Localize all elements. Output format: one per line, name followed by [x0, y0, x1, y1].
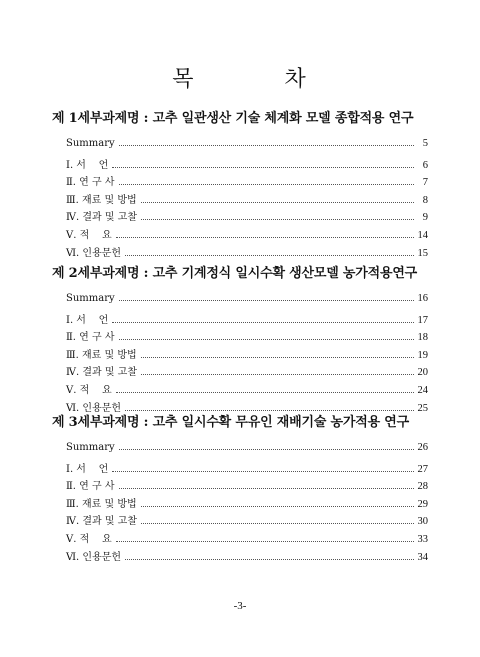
toc-entry[interactable] [66, 512, 428, 530]
toc-entry-page: 5 [422, 138, 428, 149]
toc-entry[interactable] [66, 530, 428, 548]
toc-entry-page: 20 [417, 367, 428, 379]
toc-section-3 [52, 414, 430, 565]
toc-entry-page: 15 [417, 247, 428, 259]
toc-entry-label: Ⅱ. 연 구 사 [66, 332, 115, 344]
toc-entry-page: 9 [422, 212, 428, 224]
toc-entry-page: 25 [417, 402, 428, 414]
toc-entry[interactable] [66, 244, 428, 262]
toc-entry-page: 27 [417, 463, 428, 475]
dot-leader [141, 356, 414, 358]
dot-leader [116, 540, 414, 542]
toc-entry-label: Ⅳ. 결과 및 고찰 [66, 212, 138, 224]
toc-entry-label: Ⅲ. 재료 및 방법 [66, 349, 137, 361]
toc-entry[interactable] [66, 381, 428, 399]
section-heading: 제 3세부과제명 : 고추 일시수확 무유인 재배기술 농가적용 연구 [52, 415, 410, 430]
dot-leader [119, 448, 414, 450]
toc-entry-label: Ⅱ. 연 구 사 [66, 177, 115, 189]
toc-entry[interactable] [66, 173, 428, 191]
toc-entry-label: Ⅲ. 재료 및 방법 [66, 498, 137, 510]
toc-entry-label: Ⅵ. 인용문헌 [66, 551, 122, 563]
toc-entry-label: Ⅵ. 인용문헌 [66, 402, 122, 414]
toc-entry-label: Ⅰ. 서 언 [66, 463, 109, 475]
toc-entry[interactable] [66, 363, 428, 381]
dot-leader [119, 299, 414, 301]
toc-entry-label: Ⅴ. 적 요 [66, 229, 112, 241]
toc-entry-label: Ⅴ. 적 요 [66, 533, 112, 545]
dot-leader [125, 409, 414, 411]
toc-entry-page: 24 [417, 384, 428, 396]
toc-entry[interactable] [66, 477, 428, 495]
toc-entry[interactable] [66, 311, 428, 329]
toc-entry[interactable] [66, 191, 428, 209]
toc-entry-label: Ⅰ. 서 언 [66, 159, 109, 171]
toc-entry-page: 7 [422, 177, 428, 189]
toc-entry-page: 33 [417, 533, 428, 545]
toc-list [66, 293, 428, 416]
toc-entry[interactable] [66, 442, 428, 460]
dot-leader [112, 321, 414, 323]
toc-entry[interactable] [66, 328, 428, 346]
toc-entry-label: Summary [66, 293, 115, 304]
toc-entry[interactable] [66, 226, 428, 244]
toc-entry-page: 16 [417, 293, 428, 304]
dot-leader [125, 254, 414, 256]
dot-leader [125, 558, 414, 560]
toc-entry-label: Ⅰ. 서 언 [66, 314, 109, 326]
toc-entry-page: 28 [417, 481, 428, 493]
dot-leader [116, 236, 414, 238]
toc-list [66, 442, 428, 565]
dot-leader [119, 183, 415, 185]
toc-entry-label: Ⅳ. 결과 및 고찰 [66, 367, 138, 379]
toc-entry[interactable] [66, 208, 428, 226]
toc-entry-label: Ⅱ. 연 구 사 [66, 481, 115, 493]
page-number: -3- [233, 600, 247, 612]
toc-entry-page: 34 [417, 551, 428, 563]
toc-entry-page: 17 [417, 314, 428, 326]
toc-entry[interactable] [66, 346, 428, 364]
toc-entry-page: 30 [417, 516, 428, 528]
dot-leader [112, 166, 414, 168]
toc-entry[interactable] [66, 495, 428, 513]
dot-leader [141, 201, 414, 203]
toc-entry-label: Ⅳ. 결과 및 고찰 [66, 516, 138, 528]
toc-entry-page: 19 [417, 349, 428, 361]
dot-leader [141, 522, 414, 524]
dot-leader [141, 373, 414, 375]
toc-entry[interactable] [66, 293, 428, 311]
dot-leader [116, 391, 414, 393]
toc-section-1 [52, 110, 430, 261]
toc-list [66, 138, 428, 261]
page-title: 목 차 [172, 67, 308, 92]
toc-entry-label: Ⅴ. 적 요 [66, 384, 112, 396]
toc-entry-page: 26 [417, 442, 428, 453]
toc-entry-label: Ⅵ. 인용문헌 [66, 247, 122, 259]
section-heading: 제 2세부과제명 : 고추 기계정식 일시수확 생산모델 농가적용연구 [52, 266, 418, 281]
toc-entry[interactable] [66, 548, 428, 566]
toc-entry-page: 8 [422, 194, 428, 206]
dot-leader [119, 487, 415, 489]
toc-entry[interactable] [66, 156, 428, 174]
toc-entry-label: Ⅲ. 재료 및 방법 [66, 194, 137, 206]
toc-entry-page: 6 [422, 159, 428, 171]
toc-entry-page: 18 [417, 332, 428, 344]
toc-entry-label: Summary [66, 138, 115, 149]
dot-leader [112, 470, 414, 472]
section-heading: 제 1세부과제명 : 고추 일관생산 기술 체계화 모델 종합적용 연구 [52, 111, 414, 126]
toc-entry[interactable] [66, 138, 428, 156]
toc-entry-page: 29 [417, 498, 428, 510]
toc-section-2 [52, 265, 430, 416]
dot-leader [119, 338, 415, 340]
dot-leader [119, 144, 414, 146]
dot-leader [141, 505, 414, 507]
toc-entry-label: Summary [66, 442, 115, 453]
dot-leader [141, 218, 414, 220]
toc-entry-page: 14 [417, 229, 428, 241]
toc-entry[interactable] [66, 460, 428, 478]
